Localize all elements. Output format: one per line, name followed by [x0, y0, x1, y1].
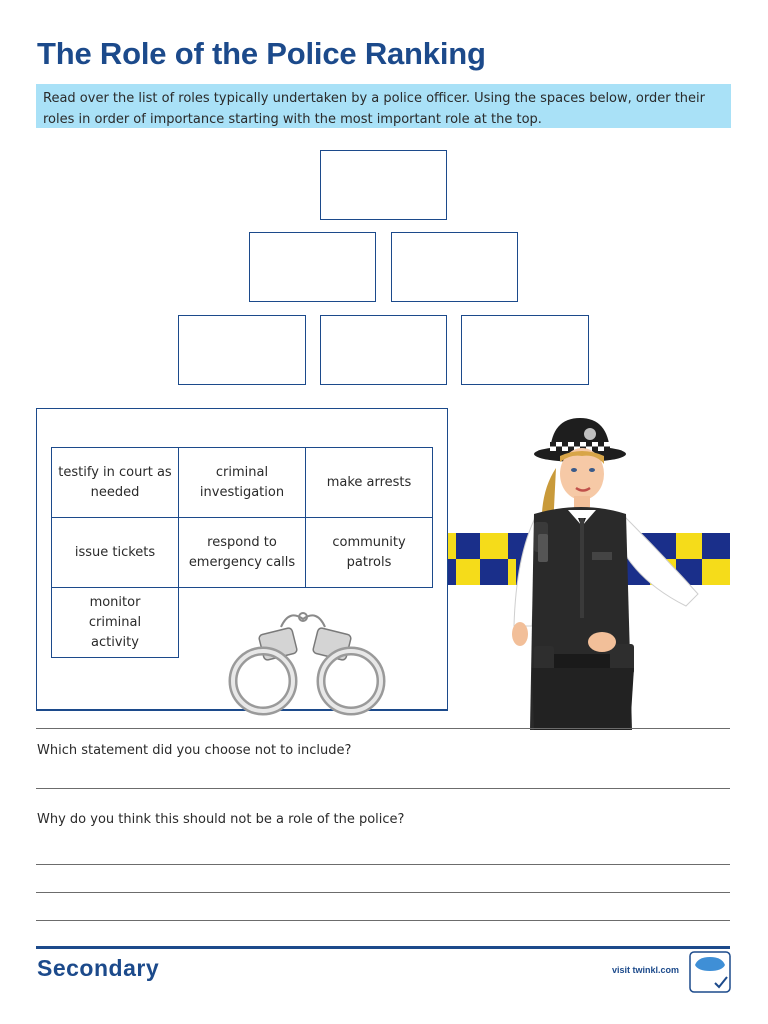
divider-line	[36, 728, 730, 729]
rank-box-6[interactable]	[461, 315, 589, 385]
role-card[interactable]: community patrols	[305, 517, 433, 588]
answer-line[interactable]	[36, 892, 730, 893]
footer-bar	[36, 946, 730, 949]
secondary-brand: Secondary	[37, 955, 160, 981]
answer-line[interactable]	[36, 788, 730, 789]
website-link[interactable]: visit twinkl.com	[612, 965, 680, 975]
role-card[interactable]: monitor criminal activity	[51, 587, 179, 658]
question-2: Why do you think this should not be a role of the police?	[37, 812, 405, 827]
role-card[interactable]: respond to emergency calls	[178, 517, 306, 588]
page-title: The Role of the Police Ranking	[37, 36, 486, 71]
rank-box-4[interactable]	[178, 315, 306, 385]
instructions-box: Read over the list of roles typically undertaken by a police officer. Using the spaces below, order their roles in order of importance starting with the most important role at the top.	[36, 84, 731, 128]
twinkl-quality-badge-icon	[689, 951, 731, 993]
question-1: Which statement did you choose not to include?	[37, 743, 352, 758]
police-officer-illustration	[498, 418, 703, 730]
role-card[interactable]: issue tickets	[51, 517, 179, 588]
role-card[interactable]: make arrests	[305, 447, 433, 518]
rank-box-1[interactable]	[320, 150, 447, 220]
handcuffs-icon	[223, 605, 393, 717]
roles-panel	[36, 408, 448, 711]
rank-box-5[interactable]	[320, 315, 447, 385]
role-card[interactable]: criminal investigation	[178, 447, 306, 518]
rank-box-2[interactable]	[249, 232, 376, 302]
answer-line[interactable]	[36, 864, 730, 865]
role-card[interactable]: testify in court as needed	[51, 447, 179, 518]
rank-box-3[interactable]	[391, 232, 518, 302]
answer-line[interactable]	[36, 920, 730, 921]
